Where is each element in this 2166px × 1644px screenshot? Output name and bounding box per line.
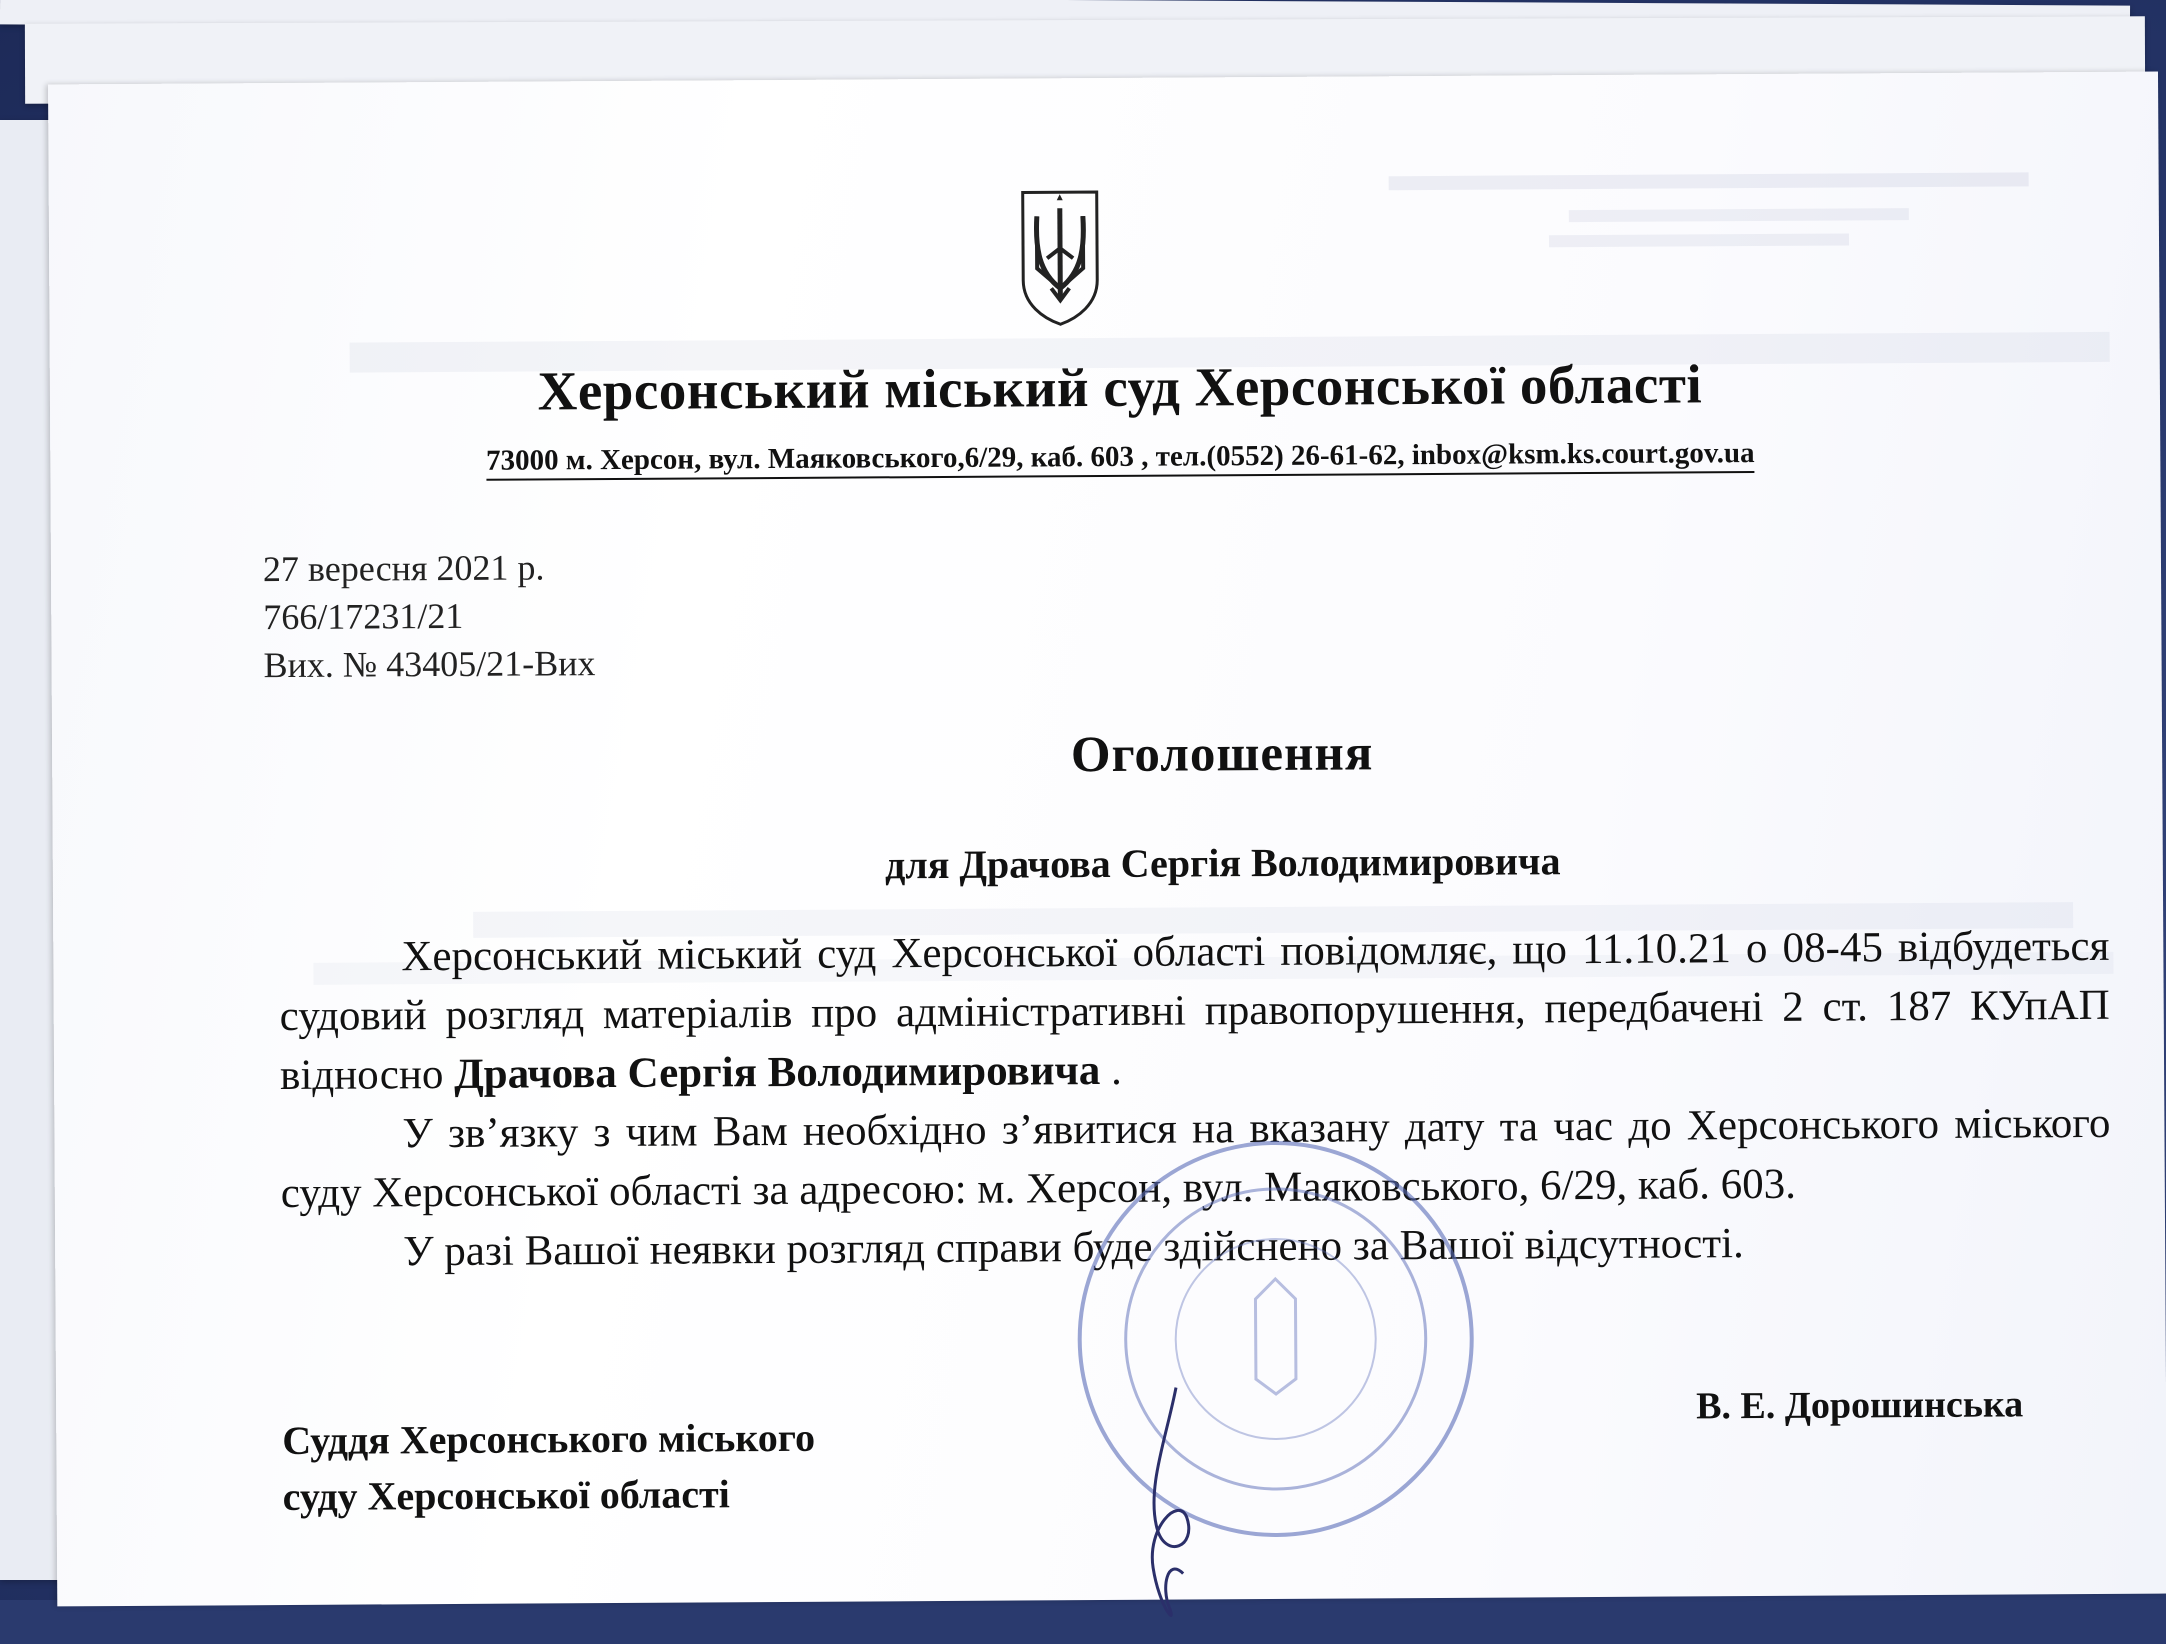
court-address (50, 434, 2166, 480)
case-number: 766/17231/21 (263, 595, 464, 638)
paragraph-absence: У разі Вашої неявки розгляд справи буде здійснено за Вашої відсутності. (403, 1220, 1744, 1276)
judge-name: В. Е. Дорошинська (1695, 1383, 2024, 1428)
document-page (48, 72, 2166, 1607)
outgoing-number: Вих. № 43405/21-Вих (263, 643, 596, 686)
notice-addressee: для Драчова Сергія Володимировича (884, 838, 1561, 888)
judge-position (282, 1410, 815, 1525)
paragraph-hearing-text: Херсонський міський суд Херсонської області повідомляє, що 11.10.21 о 08-45 відбудеться судовий розгляд матеріалів про адміністративні правопорушення, передбачені 2 ст. 187 КУпАП відносно (279, 922, 2110, 1100)
defendant-name: Драчова Сергія Володимировича (453, 1047, 1101, 1098)
bleed-through (1569, 208, 1909, 222)
document-meta (263, 543, 596, 689)
court-name: Херсонський міський суд Херсонської області (537, 353, 1703, 422)
paragraph-hearing (279, 917, 2110, 1105)
paragraph-appearance: У зв’язку з чим Вам необхідно з’явитися на вказану дату та час до Херсонського міського суду Херсонської області за адресою: м. Херсон, вул. Маяковського, 6/29, каб. 603. (280, 1099, 2111, 1218)
court-address-text: 73000 м. Херсон, вул. Маяковського,6/29, каб. 603 , тел.(0552) 26-61-62, inbox@ksm.ks.court.gov.ua (486, 437, 1755, 481)
trident-emblem-icon (1017, 188, 1104, 329)
document-date: 27 вересня 2021 р. (262, 547, 545, 590)
notice-title: Оголошення (1070, 725, 1374, 784)
handwritten-signature-icon (1106, 1377, 1248, 1638)
judge-position-line2: суду Херсонської області (282, 1471, 730, 1520)
bleed-through (1389, 172, 2029, 190)
paragraph-hearing-end: . (1100, 1046, 1122, 1095)
judge-position-line1: Суддя Херсонського міського (282, 1414, 816, 1464)
bleed-through (1549, 233, 1849, 247)
